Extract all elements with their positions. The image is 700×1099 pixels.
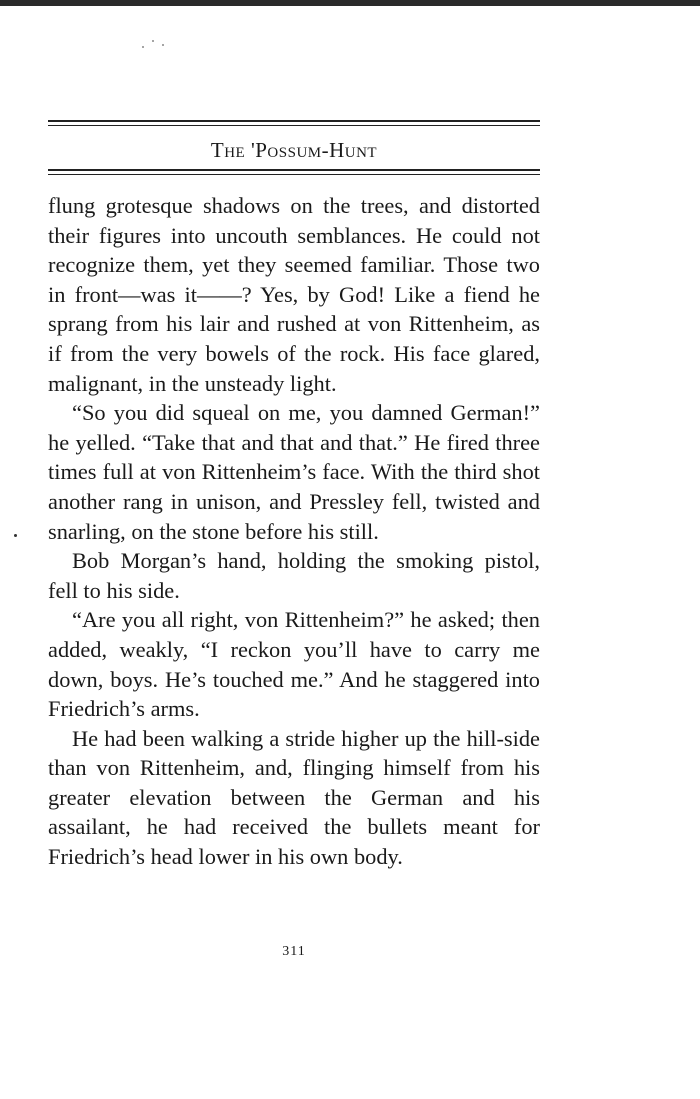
paragraph-5: He had been walking a stride higher up the hill-side than von Rittenheim, and, flinging himself from his greater elevation between the German and his assailant, he had received the bullets meant for Friedrich’s head lower in his own body.	[48, 725, 540, 870]
paragraph-3: Bob Morgan’s hand, holding the smoking pistol, fell to his side.	[48, 548, 540, 603]
header-rule-bottom	[48, 169, 540, 175]
paragraph-2: “So you did squeal on me, you damned German!” he yelled. “Take that and that and that.” He fired three times full at von Rittenheim’s face. With the third shot another rang in unison, and Pressley fell, twisted and snarling, on the stone before his still.	[48, 400, 540, 544]
paragraph-1: flung grotesque shadows on the trees, and distorted their figures into uncouth semblances. He could not recognize them, yet they seemed familiar. Those two in front—was it——? Yes, by God! Like a fiend he sprang from his lair and rushed at von Rittenheim, as if from the very bowels of the rock. His face glared, malignant, in the unsteady light.	[48, 193, 540, 396]
margin-mark	[14, 534, 17, 537]
body-text	[48, 191, 540, 872]
page-number: 311	[282, 944, 306, 959]
running-title: The 'Possum-Hunt	[210, 138, 378, 162]
page-top-edge	[0, 0, 700, 6]
paper-specks	[140, 36, 170, 52]
paragraph-4: “Are you all right, von Rittenheim?” he asked; then added, weakly, “I reckon you’ll have to carry me down, boys. He’s touched me.” And he staggered into Friedrich’s arms.	[48, 607, 540, 722]
page-header	[48, 120, 540, 175]
